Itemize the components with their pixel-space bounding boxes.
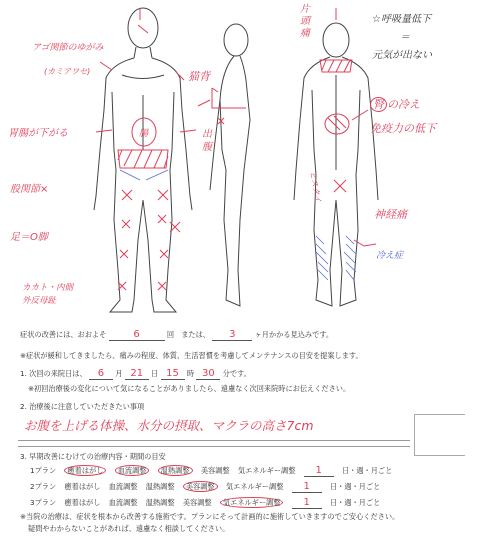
caution-note-box <box>18 414 410 441</box>
plan-item: 美容調整 <box>200 466 230 475</box>
hip-annotation: 股関節× <box>10 184 49 195</box>
next-visit-text: 1. 次回の来院日は、 <box>20 369 87 378</box>
no-voice-annotation: 元気が出ない <box>372 50 432 61</box>
plan-item: 気エネルギー調整 <box>225 482 284 491</box>
visit-day: 21 <box>125 369 149 380</box>
stomach-circle-label: 腸 <box>139 129 149 139</box>
estimate-line <box>20 330 333 341</box>
kidney-rest: の冷え <box>387 98 420 111</box>
plan-unit: 日・週・月ごと <box>329 482 381 491</box>
side-hatches <box>212 88 246 124</box>
jaw-annotation: アゴ関節のゆがみ <box>32 43 104 53</box>
plan-label: 3プラン <box>30 498 57 507</box>
plan-row-3 <box>30 498 386 509</box>
estimate-text-b: 回 または、 <box>166 330 210 339</box>
visit-hour: 15 <box>161 369 185 380</box>
hour-label: 時 <box>186 369 195 378</box>
front-figure <box>94 8 192 312</box>
back-figure <box>294 23 378 306</box>
estimate-text-a: 症状の改善には、おおよそ <box>20 330 107 339</box>
visit-month: 6 <box>89 369 113 380</box>
side-box <box>414 414 465 456</box>
kidney-annotation <box>370 96 420 112</box>
plan-item: 血流調整 <box>115 465 150 476</box>
equals-annotation: ＝ <box>400 32 410 43</box>
shoulder-annotation: 片 頭 痛 <box>300 4 310 39</box>
plan-heading: 3. 早期改善にむけての治療内容・期間の目安 <box>20 452 166 461</box>
months-field: 3 <box>212 330 252 341</box>
jaw-sub-annotation: (カミアワセ) <box>44 67 91 76</box>
visit-minute: 30 <box>196 369 220 380</box>
estimate-text-c: ヶ月かかる見込みです。 <box>254 330 334 339</box>
o-legs-annotation: 足＝O脚 <box>10 232 48 243</box>
breath-annotation: ☆呼吸量低下 <box>372 14 431 25</box>
heel-annotation: カカト・内側 外反母趾 <box>22 283 74 306</box>
plan-item: 癒着はがし <box>64 465 106 476</box>
plan-label: 2プラン <box>30 482 57 491</box>
plan-unit: 日・週・月ごと <box>329 498 381 507</box>
plan-frequency: 1 <box>292 498 322 509</box>
plan-frequency: 1 <box>292 482 322 493</box>
immunity-annotation: 免疫力の低下 <box>370 122 436 135</box>
plan-item: 温熱調整 <box>158 465 193 476</box>
caution-note: お腹を上げる体操、水分の摂取、マクラの高さ7cm <box>24 418 314 433</box>
cold-annotation: 冷え症 <box>376 251 404 261</box>
kidney-circle: 腎 <box>370 97 387 112</box>
maintenance-note: ※症状が緩和してきましたら、痛みの程度、体質、生活習慣を考慮してメンテナンスの目安を提案します。 <box>20 351 363 360</box>
plan-unit: 日・週・月ごと <box>341 466 393 475</box>
plan-item: 癒着はがし <box>64 482 101 491</box>
plan-label: 1プラン <box>30 466 57 475</box>
belly-annotation: 出 腹 <box>202 129 212 153</box>
back-hatches <box>320 60 376 246</box>
plan-item: 気エネルギー調整 <box>237 466 296 475</box>
plan-item: 血流調整 <box>108 482 138 491</box>
plan-item: 美容調整 <box>182 498 212 507</box>
closing-note-1: ※当院の治療は、症状を根本から改善する施術です。プランにそって計画的に施術していきますのでご安心ください。 <box>20 512 400 521</box>
closing-note-2: 疑問やわからないことがあれば、遠慮なく相談してください。 <box>28 524 230 533</box>
plan-item: 癒着はがし <box>64 498 101 507</box>
sciatica-annotation: ヒスタイ <box>308 170 323 204</box>
nerve-annotation: 神経痛 <box>374 208 407 221</box>
sessions-field: 6 <box>109 330 165 341</box>
plan-frequency: 1 <box>304 466 334 477</box>
side-figure <box>210 24 250 306</box>
plan-item: 気エネルギー調整 <box>220 497 284 508</box>
next-visit-line <box>20 369 251 380</box>
intestine-annotation: 胃腸が下がる <box>8 128 68 139</box>
caution-heading: 2. 治療後に注意していただきたい事項 <box>20 402 145 411</box>
slouch-annotation: 猫背 <box>188 70 210 83</box>
minute-label: 分です。 <box>222 369 251 378</box>
plan-item: 温熱調整 <box>145 498 175 507</box>
after-treatment-note: ※初回治療後の変化について気になることがありましたら、遠慮なく次回来院時にお伝えください。 <box>28 384 351 393</box>
plan-row-2 <box>30 482 386 493</box>
plan-row-1 <box>30 466 398 477</box>
plan-item: 血流調整 <box>108 498 138 507</box>
blank-line <box>18 446 410 447</box>
plan-item: 温熱調整 <box>145 482 175 491</box>
plan-item: 美容調整 <box>183 481 218 492</box>
month-label: 月 <box>115 369 123 378</box>
day-label: 日 <box>151 369 159 378</box>
